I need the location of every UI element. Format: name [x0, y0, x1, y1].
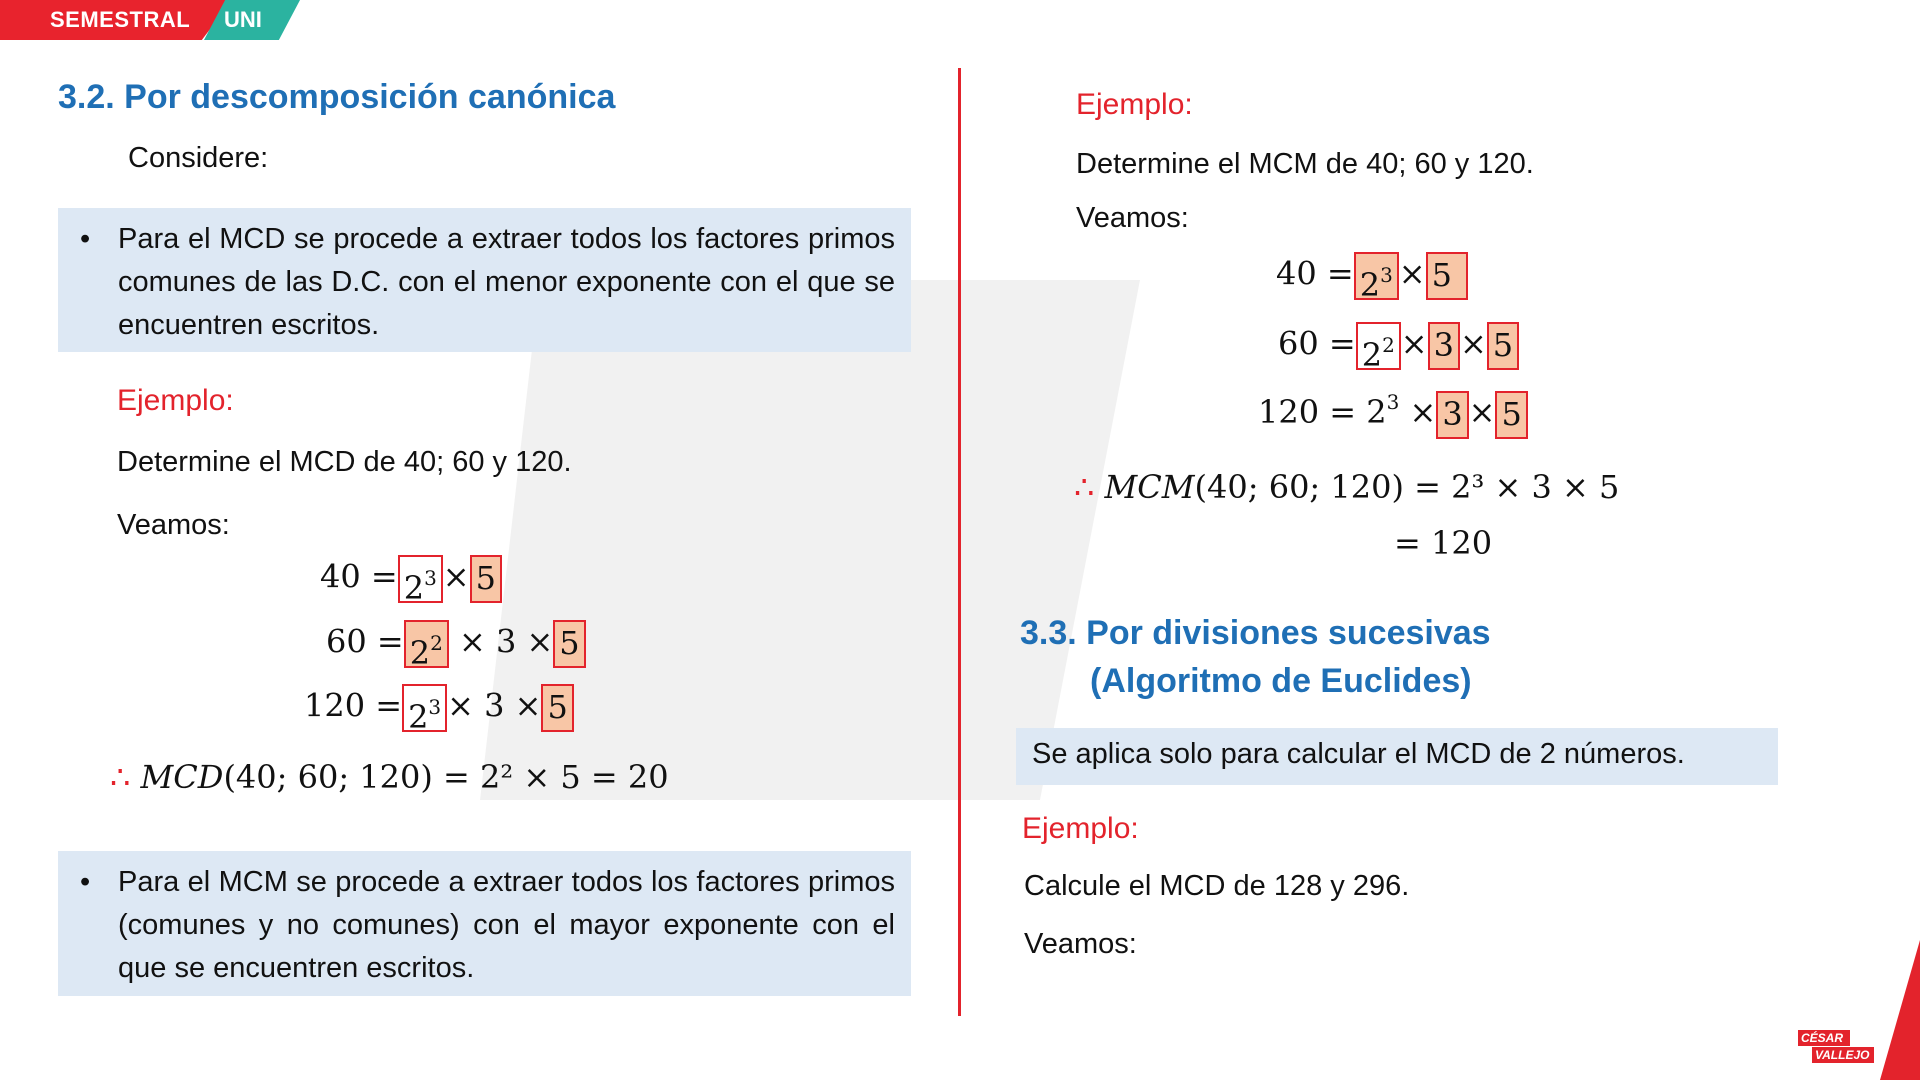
ejemplo-label-mcm: Ejemplo: [1076, 88, 1193, 121]
watermark-logo [480, 280, 1140, 800]
section-subtitle-euclides: (Algoritmo de Euclides) [1090, 662, 1472, 700]
mcm-result-value: = 120 [1394, 524, 1493, 562]
mcd-row-120: $120 = 2^3 \times 3 \times 5$ [304, 684, 574, 732]
factor-box-highlight: 3 [1428, 322, 1460, 370]
factor-box-highlight: 5 [1487, 322, 1519, 370]
ejemplo-label-euclides: Ejemplo: [1022, 812, 1139, 845]
mcm-row-120: $120 = 2^3 \times 3 \times 5$ [1258, 390, 1528, 439]
mcm-row-40: $40 = 2^3 \times 5$ [1276, 252, 1468, 300]
banner-semestral: SEMESTRAL [50, 7, 191, 32]
therefore-icon: ∴ [1074, 468, 1095, 506]
ejemplo-text-mcd: Determine el MCD de 40; 60 y 120. [117, 446, 572, 478]
bullet-icon: • [80, 866, 91, 898]
mcm-result: ∴ MCM(40; 60; 120) = 2³ × 3 × 5 [1074, 468, 1620, 506]
euclides-note-text: Se aplica solo para calcular el MCD de 2 números. [1032, 738, 1685, 770]
therefore-icon: ∴ [110, 758, 131, 796]
section-title-3-2: 3.2. Por descomposición canónica [58, 78, 616, 116]
column-divider [958, 68, 961, 1016]
section-title-3-3: 3.3. Por divisiones sucesivas [1020, 614, 1491, 652]
mcm-row-60: $60 = 2^2 \times 3 \times 5$ [1278, 322, 1519, 370]
factor-box-highlight: 5 [1426, 252, 1469, 300]
veamos-label-mcd: Veamos: [117, 509, 230, 541]
factor-box-outline: $2^3$ [398, 555, 443, 603]
factor-box-highlight: 5 [541, 684, 573, 732]
bullet-icon: • [80, 223, 91, 255]
veamos-label-mcm: Veamos: [1076, 202, 1189, 234]
course-banner [0, 0, 300, 40]
considere-label: Considere: [128, 142, 269, 174]
factor-box-highlight: $2^2$ [404, 620, 449, 668]
mcd-result: ∴ MCD(40; 60; 120) = 2² × 5 = 20 [110, 758, 669, 796]
factor-box-outline: $2^2$ [1356, 322, 1401, 370]
factor-box-highlight: 5 [470, 555, 502, 603]
factor-box-highlight: 5 [1495, 391, 1527, 439]
mcd-row-60: $60 = 2^2 \times 3 \times 5$ [326, 620, 586, 668]
factor-box-highlight: 5 [553, 620, 585, 668]
euclides-note-box [1016, 728, 1778, 785]
factor-box-outline: $2^3$ [402, 684, 447, 732]
mcm-rule-box [58, 851, 911, 996]
mcd-row-40: $40 = 2^3 \times 5$ [320, 555, 502, 603]
ejemplo-text-euclides: Calcule el MCD de 128 y 296. [1024, 870, 1410, 902]
ejemplo-text-mcm: Determine el MCM de 40; 60 y 120. [1076, 148, 1534, 180]
corner-accent [1880, 940, 1920, 1080]
mcd-rule-box [58, 208, 911, 352]
banner-uni: UNI [224, 7, 262, 32]
cesar-vallejo-logo: CÉSAR VALLEJO [1798, 1030, 1876, 1070]
veamos-label-euclides: Veamos: [1024, 928, 1137, 960]
mcd-rule-text: Para el MCD se procede a extraer todos los factores primos comunes de las D.C. con el menor exponente con el que se encuentren escritos. [118, 223, 895, 341]
factor-box-highlight: $2^3$ [1354, 252, 1399, 300]
mcm-rule-text: Para el MCM se procede a extraer todos los factores primos (comunes y no comunes) con el mayor exponente con el que se encuentren escritos. [118, 866, 895, 984]
factor-box-highlight: 3 [1436, 391, 1468, 439]
ejemplo-label-mcd: Ejemplo: [117, 384, 234, 417]
